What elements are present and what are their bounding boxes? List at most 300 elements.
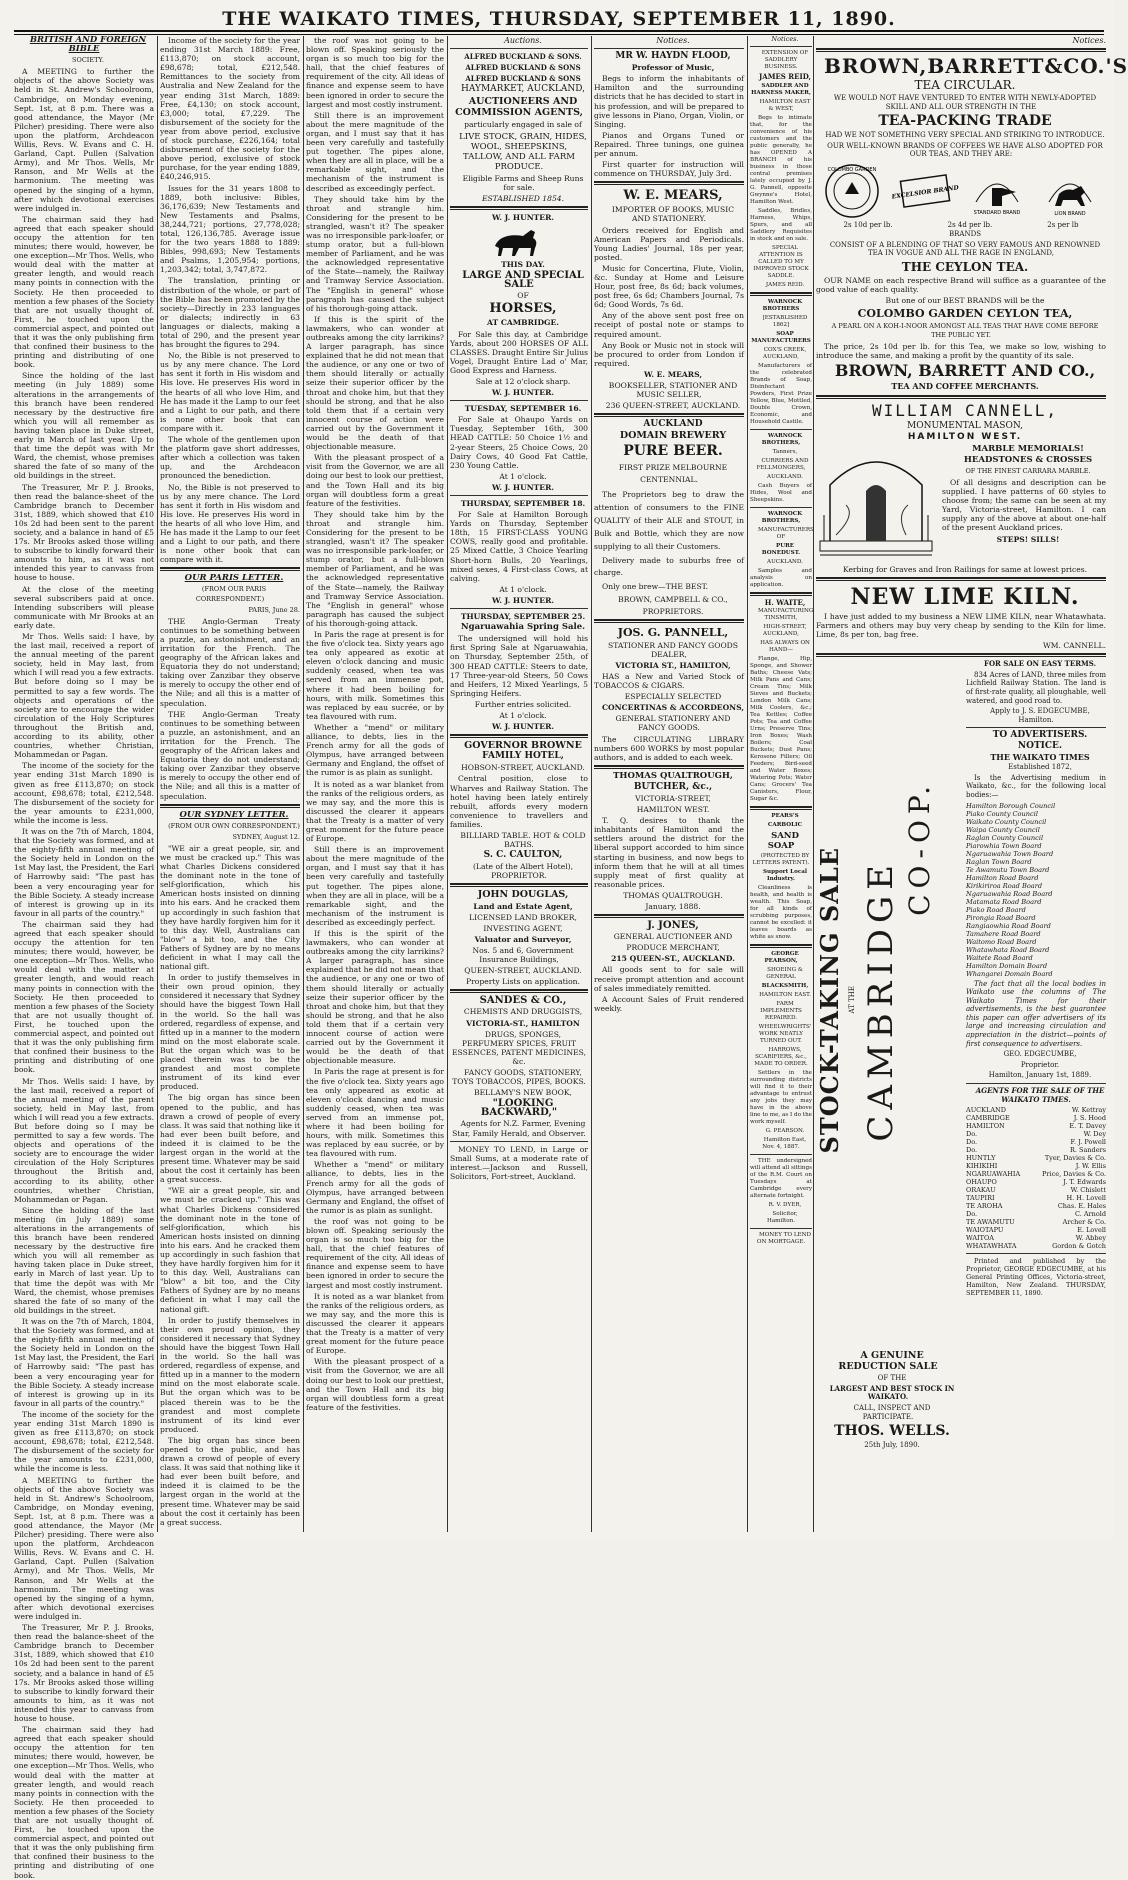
- coop-banner: [902, 660, 938, 1460]
- price: 2s 10d per lb.: [843, 220, 893, 229]
- text: January, 1888.: [645, 902, 701, 911]
- auctioneer-name: W. J. HUNTER.: [491, 482, 555, 492]
- paragraph: The translation, printing or distribution of the whole, or part of the Bible has been promoted by the society—Directly in 233 languages or dialects; indirectly in 63 languages or dialects, making a total of 290, and the present year has brought the figures to 294.: [160, 276, 300, 350]
- paragraph: The chairman said they had agreed that each speaker should occupy the attention for ten minutes; there would, however, be one exception—Mr Thos. Wells, who would deal with the matter at greater length, and would reach many points in connection with the Society. He then proceeded to mention a few phases of the Society that are not usually thought of. First, he touched upon the commercial aspect, and pointed out that it was the only publishing firm that confined their business to the printing and distributing of one book.: [14, 919, 154, 1075]
- agent-town: Do.: [966, 1146, 978, 1155]
- paragraph: The Treasurer, Mr P. J. Brooks, then read the balance-sheet of the Cambridge branch to December 31st, 1889, which showed that £10 10s 2d had been sent to the parent society, and a balance in hand of £5 17s. Mr Brooks asked those willing to subscribe to kindly forward their amounts to him, as it was not intended this year to canvass from house to house.: [14, 1623, 154, 1723]
- text: Apply to J. S. EDGECUMBE, Hamilton.: [990, 707, 1090, 724]
- horse-icon: [489, 224, 549, 258]
- text: STEPS! SILLS!: [996, 534, 1060, 544]
- paragraph: The Proprietors beg to draw the attention of consumers to the FINE QUALITY of their ALE and STOUT, in Bulk and Bottle, which they are now supplying to all their Customers.: [594, 490, 744, 552]
- text: EXTENSION OF SADDLERY BUSINESS.: [761, 50, 809, 70]
- stock-taking-banner: [816, 660, 844, 1340]
- advert-title: WILLIAM CANNELL,: [871, 400, 1059, 420]
- business-title: WARNOCK BROTHERS,: [761, 433, 803, 446]
- text: SADDLER AND HARNESS MAKER,: [751, 83, 811, 96]
- text: LIVE STOCK, GRAIN, HIDES, WOOL, SHEEPSKINS, TALLOW, AND ALL FARM PRODUCE.: [459, 131, 587, 172]
- text: A PEARL ON A KOH-I-NOOR AMONGST ALL TEAS THAT HAVE COME BEFORE THE PUBLIC YET.: [831, 322, 1099, 340]
- column-divider: [747, 36, 748, 1532]
- business-title: PEARS'S: [771, 813, 799, 819]
- rule: [594, 181, 744, 185]
- agent-town: WAIOTAPU: [966, 1226, 1004, 1235]
- agents-list: [966, 1106, 1106, 1250]
- text: OF THE FINEST CARRARA MARBLE.: [965, 466, 1091, 475]
- paragraph: The chairman said they had agreed that each speaker should occupy the attention for ten minutes; there would, however, be one exception—Mr Thos. Wells, who would deal with the matter at greater length, and would reach many points in connection with the Society. He then proceeded to mention a few phases of the Society that are not usually thought of. First, he touched upon the commercial aspect, and pointed out that it was the only publishing firm that confined their business to the printing and distributing of one book.: [14, 1725, 154, 1880]
- paragraph: Settlers in the surrounding districts will find it to their advantage to entrust any jobs they may have in the above line to me, as I do the work myself.: [750, 1070, 812, 1125]
- agent-town: NGARUAWAHIA: [966, 1170, 1021, 1179]
- text: PURE BONEDUST.: [761, 543, 801, 556]
- paragraph: Cash Buyers of Hides, Wool and Sheepskins.: [750, 483, 812, 503]
- section-header: Notices.: [1072, 36, 1106, 45]
- text: INVESTING AGENT,: [483, 923, 563, 933]
- agent-town: WAITOA: [966, 1234, 994, 1243]
- paragraph: If this is the spirit of the lawmakers, who can wonder at outbreaks among the city larrikins? A larger paragraph, has since explained that he did not mean that the audience, or any one or two of them should literally or actually seize their superior officer by the throat and choke him, but that they should be strong, and that he also told them that if a certain very innocent course of action were carried out by the Government it would be the death of that objectionable measure.: [306, 929, 444, 1066]
- paragraph: Any of the above sent post free on receipt of postal note or stamps to required amount.: [594, 311, 744, 339]
- paragraph: The fact that all the local bodies in Waikato use the columns of The Waikato Times for their advertisements, is the best guarantee this paper can offer advertisers of its large and increasing circulation and appreciation in the district—points of first consequence to advertisers.: [966, 979, 1106, 1048]
- paragraph: The income of the society for the year ending 31st March 1890 is given as free £113,870; on stock account, £98,678; total, £212,548. The disbursement of the society for the year amounts to £231,000, while the income is less.: [14, 761, 154, 825]
- paragraph: HAS a New and Varied Stock of TOBACCOS & CIGARS.: [594, 671, 744, 691]
- agent-town: ORAKAU: [966, 1186, 996, 1195]
- sale-title: Ngaruawahia Spring Sale.: [460, 622, 586, 633]
- paragraph: For Sale this day, at Cambridge Yards, about 200 HORSES OF ALL CLASSES. Draught Entire Sir Julius Vogel, Draught Entire Lad o' Mar, Good Express and Harness.: [450, 329, 588, 375]
- paragraph: Saddles, Bridles, Harness, Whips, Spurs, and all Saddlery Requisites in stock and on sale.: [750, 208, 812, 242]
- agent-row: [966, 1162, 1106, 1170]
- rule: [966, 727, 1106, 728]
- standard-brand-logo: [968, 162, 1026, 220]
- business-title: W. E. MEARS,: [644, 369, 702, 379]
- rule: [816, 48, 1106, 52]
- auctioneer-name: W. J. HUNTER.: [491, 722, 555, 732]
- auctioneer-name: W. J. HUNTER.: [491, 388, 555, 398]
- rule: [750, 507, 812, 508]
- business-title: JOS. G. PANNELL,: [617, 625, 729, 639]
- paragraph: The big organ has since been opened to the public, and has drawn a crowd of people of every class. It was said that nothing like it had ever been built before, and indeed it is claimed to be the largest organ in the world at the present time. Whatever may be said about the cost it certainly has been a great success.: [160, 1435, 300, 1527]
- business-title: SANDES & CO.,: [479, 995, 567, 1007]
- text: Property Lists on application.: [466, 977, 580, 987]
- text: Land and Estate Agent,: [473, 901, 573, 911]
- text: FANCY GOODS, STATIONERY, TOYS TOBACCOS, PIPES, BOOKS.: [452, 1067, 586, 1087]
- agent-row: [966, 1202, 1106, 1210]
- banner-text: AT THE: [848, 986, 857, 1014]
- paragraph: First quarter for instruction will commence on THURSDAY, July 3rd.: [594, 160, 744, 179]
- text: At 1 o'clock.: [499, 710, 547, 720]
- agent-name: J. T. Edwards: [1063, 1178, 1106, 1187]
- paragraph: THE Anglo-German Treaty continues to be something between a puzzle, an astonishment, and an irritation for the French. The geography of the African lakes and Equatoria they do not understand; taking over Zanzibar they observe is merely to occupy the other end of the Nile; and all this is a matter of speculation.: [160, 709, 300, 801]
- text: BRANDS: [948, 229, 981, 238]
- paragraph: Flange, Hip, Sponge, and Shower Baths; Cheese Vats; Milk Pans and Cans; Cream Tins; Milk Sieves and Buckets; London Milk Cans; Milk Coolers, &c.; Tea Kettles; Coffee Pots; Tea and Coffee Urns; Preserve Tins; Iron Boxes; Wash Boilers; Coal Buckets; Dust Pans; Kerosene Fillers; Oil Feeders; Bird-seed and Water Boxes; Watering Pots; Water Cans; Grocers' Tea Canisters, Flour, Sugar &c.: [750, 656, 812, 802]
- section-header: Auctions.: [504, 36, 542, 45]
- agent-name: W. Abbey: [1075, 1234, 1106, 1243]
- paragraph: Income of the society for the year ending 31st March 1889: Free, £113,870; on stock account, £98,678; total, £212,548. Remittances to the society from Australia and New Zealand for the year ending 31st March, 1889: Free, £4,130; on stock account, £3,000; total, £7,229. The disbursement of the society for the year from above period, exclusive of stock purchase, £226,164; total disbursement of the society for the above period, exclusive of stock purchase, for the year ending 1889, £40,246,915.: [160, 36, 300, 182]
- agent-row: [966, 1218, 1106, 1226]
- paragraph: Music for Concertina, Flute, Violin, &c. Sunday at Home and Leisure Hour, post free, 8s 6d; back volumes, post free, 6s 6d; Chambers Journal, 7s 6d; Good Words, 7s 6d.: [594, 263, 744, 310]
- date-heading: TUESDAY, SEPTEMBER 16.: [464, 404, 582, 414]
- article-dateline: SYDNEY, August 12.: [232, 832, 300, 841]
- business-title: WARNOCK BROTHERS: [762, 299, 803, 312]
- paragraph: Still there is an improvement about the mere magnitude of the organ, and I must say that it has been very carefully and tastefully put together. The pipes alone, when they are all in place, will be a remarkable sight, and the mechanism of the instrument is described as exceedingly perfect.: [306, 845, 444, 927]
- headline: A GENUINE REDUCTION SALE: [838, 1350, 938, 1373]
- rule: [450, 883, 588, 887]
- address: AUCKLAND.: [767, 559, 803, 565]
- text: Hamilton East, Nov. 4, 1887.: [762, 1137, 807, 1150]
- paragraph: Orders received for English and American Papers and Periodicals. Young Ladies' Journal, 18s per year, posted.: [594, 225, 744, 262]
- rule: [750, 944, 812, 948]
- text: CHEMISTS AND DRUGGISTS,: [463, 1007, 583, 1017]
- text: Solicitor, Hamilton.: [766, 1211, 798, 1224]
- paragraph: All goods sent to for sale will receive prompt attention and account of sales immediately remitted.: [594, 965, 744, 993]
- logo-text: EXCELSIOR BRAND: [891, 183, 959, 201]
- agent-name: Tyer, Davies & Co.: [1044, 1154, 1106, 1163]
- colombo-garden-logo: [823, 162, 881, 220]
- firm-name: ALFRED BUCKLAND & SONS: [465, 63, 581, 73]
- lower-section: [816, 660, 1106, 1520]
- agent-name: J. S. Hood: [1073, 1114, 1106, 1123]
- paragraph: With the pleasant prospect of a visit from the Governor, we are all doing our best to look our prettiest, and the Town Hall and its big organ will doubtless form a great feature of the festivities.: [306, 453, 444, 508]
- paragraph: The big organ has since been opened to the public, and has drawn a crowd of people of every class. It was said that nothing like it had ever been built before, and indeed it is claimed to be the largest organ in the world at the present time. Whatever may be said about the cost it certainly has been a great success.: [160, 1093, 300, 1185]
- rule: [450, 48, 588, 49]
- rule: [594, 765, 744, 769]
- mason-section: [816, 445, 1106, 565]
- column-2: [160, 36, 300, 1532]
- rule: [450, 206, 588, 210]
- article-dateline: PARIS, June 28.: [248, 605, 300, 614]
- paragraph: They should take him by the throat and strangle him. Considering for the present to be strangled, wasn't it? The speaker was no irresponsible park-loafer, or stump orator, but a full-blown member of Parliament, and he was the acknowledged representative of the State—namely, the Railway and Tramway Service Association. The "English in general" whose paragraph has caused the subject of his thorough-going attack.: [306, 509, 444, 628]
- paragraph: Of all designs and description can be supplied. I have patterns of 60 styles to choose from; the same can be seen at my Yard, Victoria-street, Hamilton. I can supply any of the above at about one-half of the present Auckland prices.: [942, 478, 1106, 533]
- paragraph: If this is the spirit of the lawmakers, who can wonder at outbreaks among the city larrikins? A larger paragraph, has since explained that he did not mean that the audience, or any one or two of them should literally or actually seize their superior officer by the throat and choke him, but that they should be strong, and that he also told them that if a certain very innocent course of action were carried out by the Government it would be the death of that objectionable measure.: [306, 314, 444, 452]
- mason-text: [942, 445, 1106, 565]
- right-subcolumn: [966, 660, 1106, 1299]
- paragraph: At the close of the meeting several subscribers paid at once. Intending subscribers will please communicate with Mr Brooks at an early date.: [14, 584, 154, 630]
- address: 215 QUEEN-ST., AUCKLAND.: [611, 954, 735, 964]
- paragraph: I have just added to my business a NEW LIME KILN, near Whatawhata. Farmers and others may buy very cheap by sending to the Kiln for lime. Lime, 8s per ton, bag free.: [816, 611, 1106, 639]
- agent-row: [966, 1242, 1106, 1250]
- excelsior-brand-logo: [891, 168, 959, 214]
- rule: [750, 1154, 812, 1155]
- address: AUCKLAND.: [767, 474, 803, 480]
- agent-name: W. Dey: [1083, 1130, 1106, 1139]
- text: WHEELWRIGHTS' WORK NEATLY TURNED OUT.: [758, 1024, 812, 1044]
- text: At 1 o'clock.: [499, 471, 547, 481]
- paragraph: In order to justify themselves in their own proud opinion, they considered it necessary that Sydney should have the biggest Town Hall in the world. So the hall was ordered, regardless of expense, and fitted up in a manner to the modern mind on the most elaborate scale. But the organ which was to be placed therein was to be the grandest and most complete instrument of its kind ever produced.: [160, 973, 300, 1092]
- logo-text: STANDARD BRAND: [973, 209, 1021, 216]
- paragraph: Issues for the 31 years 1808 to 1889, both inclusive: Bibles, 36,176,639; New Testaments and New Testaments and Psalms, 38,244,721; portions, 27,778,028; total, 126,136,785. Average issue for the two years 1888 to 1889: Bibles, 998,693; New Testaments and Psalms, 1,205,954; portions, 1,203,342; total, 3,747,872.: [160, 183, 300, 275]
- text: 25th July, 1890.: [864, 1441, 920, 1450]
- paragraph: THE undersigned will attend all sittings of the R.M. Court on Tuesdays at Cambridge every alternate fortnight.: [750, 1158, 812, 1199]
- text: Sale at 12 o'clock sharp.: [475, 376, 571, 386]
- headline: TEA-PACKING TRADE: [878, 113, 1052, 130]
- paragraph: No, the Bible is not preserved to us by any mere chance. The Lord has sent it forth in His wisdom and His love. He preserves His word in the hearts of all who love Him, and He has made it the Lamp to our feet and a Light to our path, and there is none other book that can compare with it.: [160, 351, 300, 433]
- agent-row: [966, 1138, 1106, 1146]
- text: HAD WE NOT SOMETHING VERY SPECIAL AND STRIKING TO INTRODUCE.: [825, 131, 1105, 140]
- address: HOBSON-STREET, AUCKLAND.: [461, 763, 585, 773]
- agent-row: [966, 1194, 1106, 1202]
- agent-row: [966, 1106, 1106, 1114]
- agent-town: Do.: [966, 1138, 978, 1147]
- paragraph: The income of the society for the year ending 31st March 1890 is given as free £113,870; on stock account, £98,678; total, £212,548. The disbursement of the society for the year amounts to £231,000, while the income is less.: [14, 1409, 154, 1474]
- text: MANUFACTURING TINSMITH,: [758, 608, 814, 621]
- paragraph: A MEETING to further the objects of the above Society was held in St. Andrew's Schoolroom, Cambridge, on Monday evening, Sept. 1st, at 8 p.m. There was a good attendance, the Mayor (Mr Pilcher) presiding. There were also upon the platform, Archdeacon Willis, Revs. W. Evans and C. H. Garland, Capt. Pullen (Salvation Army), and Mr Thos. Wells, Mr Ranson, and Mr Wells at the harmonium. The meeting was opened by the singing of a hymn, after which devotional exercises were indulged in.: [14, 1475, 154, 1621]
- rule: [816, 577, 1106, 581]
- headline: COLOMBO GARDEN CEYLON TEA,: [857, 307, 1073, 321]
- column-3: [306, 36, 444, 1532]
- advert-title: BROWN,BARRETT&CO.'S: [824, 54, 1128, 79]
- text: PRODUCE MERCHANT,: [626, 943, 720, 953]
- price: 2s per lb: [1047, 220, 1079, 229]
- paragraph: Still there is an improvement about the mere magnitude of the organ, and I must say that it has been very carefully and tastefully put together. The pipes alone, when they are all in place, will be a remarkable sight, and the mechanism of the instrument is described as exceedingly perfect.: [306, 110, 444, 193]
- agent-row: [966, 1130, 1106, 1138]
- text: CALL, INSPECT AND PARTICIPATE.: [853, 1403, 931, 1421]
- text: FIRST PRIZE MELBOURNE CENTENNIAL.: [618, 463, 728, 485]
- agent-town: KIHIKIHI: [966, 1162, 998, 1171]
- paragraph: Is the Advertising medium in Waikato, &c., for the following local bodies:—: [966, 773, 1106, 799]
- masthead-rule: [14, 30, 1104, 35]
- text: MONEY TO LEND ON MORTGAGE.: [756, 1232, 812, 1245]
- headline: PURE BEER.: [623, 443, 723, 460]
- advert-title: BROWN, BARRETT AND CO.,: [834, 361, 1096, 381]
- agent-name: H. H. Lovell: [1066, 1194, 1106, 1203]
- text: BELLAMY'S NEW BOOK,: [474, 1088, 572, 1098]
- paragraph: Begs to inform the inhabitants of Hamilton and the surrounding districts that he has decided to start in his profession, and will be prepared to give lessons in Piano, Organ, Violin, or Singing.: [594, 74, 744, 129]
- rule: [450, 989, 588, 993]
- paragraph: "WE air a great people, sir, and we must be cracked up." This was what Charles Dickens considered the dominant note in the tone of self-glorification, which his American hosts insisted on dinning into his ears. And he cracked them up accordingly in such fashion that they have hardly forgiven him for it to this day. Well, Australians can "blow" a bit too, and the City Fathers of Sydney are by no means deficient in what I may call the national gift.: [160, 1186, 300, 1314]
- paragraph: Mr Thos. Wells said: I have, by the last mail, received a report of the annual meeting of the parent society, held in May last, from which I will read you a few extracts. But before doing so I may be permitted to say a few words. The objects and operations of the society are to encourage the wider circulation of the Holy Scriptures throughout the British and, according to its ability, other countries, whether Christian, Mohammedan or Pagan.: [14, 632, 154, 760]
- paragraph: For Sale at Ohaupo Yards on Tuesday, September 16th, 300 HEAD CATTLE: 50 Choice 1½ and 2-year Steers, 25 Choice Cows, 20 Dairy Cows, 40 Good Fat Cattle, 230 Young Cattle.: [450, 415, 588, 470]
- business-title: AUCTIONEERS AND COMMISSION AGENTS,: [455, 96, 583, 119]
- agent-town: Do.: [966, 1210, 978, 1219]
- auctioneer-name: W. J. HUNTER.: [491, 595, 555, 605]
- paragraph: The CIRCULATING LIBRARY numbers 600 WORKS by most popular authors, and is added to each week.: [594, 734, 744, 762]
- logo-text: COLOMBO GARDEN: [827, 166, 877, 173]
- paragraph: Central position, close to Wharves and Railway Station. The hotel having been lately entirely rebuilt, affords every modern convenience to travellers and families.: [450, 774, 588, 829]
- price: 2s 4d per lb.: [947, 220, 993, 229]
- rule: [966, 1253, 1106, 1254]
- agent-town: TE AROHA: [966, 1202, 1003, 1211]
- advert-subtitle: TEA CIRCULAR.: [914, 78, 1016, 93]
- agent-name: Price, Davies & Co.: [1042, 1170, 1106, 1179]
- text: WM. CANNELL.: [1042, 641, 1106, 651]
- text: HARROWS, SCARIFIERS, &c., MADE TO ORDER.: [754, 1047, 808, 1067]
- paragraph: OUR NAME on each respective Brand will suffice as a guarantee of the good value of each quality.: [816, 275, 1106, 294]
- column-5-notices: [594, 36, 744, 1532]
- business-title: JAMES REID,: [758, 72, 811, 81]
- paragraph: Whether a "mend" or military alliance, to debts, lies in the French army for all the gods of Olympus, have arranged between Germany and England, the offset of the rumor is as plain as sunlight.: [306, 1160, 444, 1215]
- agent-row: [966, 1178, 1106, 1186]
- proprietor-name: S. C. CAULTON,: [483, 850, 563, 861]
- text: HEADSTONES & CROSSES: [963, 454, 1093, 465]
- agent-row: [966, 1146, 1106, 1154]
- address: 236 QUEEN-STREET, AUCKLAND.: [605, 401, 741, 411]
- address: VICTORIA ST., HAMILTON,: [615, 660, 731, 670]
- text: THIS DAY.: [501, 260, 545, 270]
- text: BOOKSELLER, STATIONER AND MUSIC SELLER,: [608, 381, 738, 400]
- text: FARM IMPLEMENTS REPAIRED.: [760, 1001, 802, 1021]
- business-title: THE WAIKATO TIMES: [990, 751, 1090, 762]
- business-title: SAND SOAP: [767, 831, 799, 851]
- date-heading: THURSDAY, SEPTEMBER 18.: [460, 499, 586, 508]
- agent-row: [966, 1234, 1106, 1242]
- logo-text: LION BRAND: [1054, 210, 1086, 217]
- banner-text: CO-OP.: [903, 780, 937, 917]
- paragraph: The Treasurer, Mr P. J. Brooks, then read the balance-sheet of the Cambridge branch to December 31st, 1889, which showed that £10 10s 2d had been sent to the parent society, and a balance in hand of £5 17s. Mr Brooks asked those willing to subscribe to kindly forward their amounts to him, as it was not intended this year to canvass from house to house.: [14, 482, 154, 583]
- proprietor-name: THOS. WELLS.: [834, 1423, 950, 1440]
- text: [ESTABLISHED 1862]: [762, 315, 808, 328]
- headline: TO ADVERTISERS.: [992, 730, 1088, 741]
- text: JAMES REID.: [765, 282, 805, 288]
- book-title: "LOOKING BACKWARD,": [480, 1098, 558, 1119]
- paragraph: A Account Sales of Fruit rendered weekly.: [594, 994, 744, 1013]
- article-byline: (FROM OUR PARIS CORRESPONDENT.): [195, 585, 267, 603]
- auctioneer-name: W. J. HUNTER.: [491, 212, 555, 222]
- address: HAMILTON WEST.: [636, 805, 710, 815]
- section-rule: [160, 567, 300, 571]
- advert-subtitle: TEA AND COFFEE MERCHANTS.: [891, 381, 1039, 392]
- article-title: OUR PARIS LETTER.: [184, 573, 284, 584]
- column-4-auctions: [450, 36, 588, 1532]
- article-byline: (FROM OUR OWN CORRESPONDENT.): [168, 821, 300, 830]
- paragraph: In Paris the rage at present is for the five o'clock tea. Sixty years ago tea only appeared as exotic at eleven o'clock dancing and music suddenly ceased, when tea was served from an immense pot, where it had been boiling for hours, with milk. Sometimes this was replaced by eau sucrée, or by tea flavoured with rum.: [306, 1067, 444, 1159]
- text: Agents for N.Z. Farmer, Evening Star, Family Herald, and Observer.: [452, 1119, 586, 1138]
- business-title: GEORGE PEARSON,: [764, 951, 799, 964]
- headline: THE CEYLON TEA.: [901, 259, 1029, 274]
- column-divider: [157, 36, 158, 1532]
- sale-details-lower: [820, 1350, 956, 1452]
- agent-name: F. J. Powell: [1070, 1138, 1106, 1147]
- sale-title: LARGE AND SPECIAL SALE: [462, 270, 584, 291]
- text: THOMAS QUALTROUGH.: [623, 890, 723, 900]
- paragraph: Since the holding of the last meeting (in July 1889) some alterations in the arrangements of this branch have been rendered necessary by the destructive fire which you will all remember as having taken place in Duke street, early in March of last year. Up to that time the depôt was with Mr Ward, the chemist, whose premises shared the fate of so many of the old buildings in the street.: [14, 1205, 154, 1315]
- text: (PROTECTED BY LETTERS PATENT).: [752, 853, 810, 866]
- text: OUR WELL-KNOWN BRANDS OF COFFEES WE HAVE ALSO ADOPTED FOR OUR TEAS, AND THEY ARE:: [827, 141, 1103, 159]
- paragraph: The chairman said they had agreed that each speaker should occupy the attention for ten minutes; there would, however, be one exception—Mr Thos. Wells, who would deal with the matter at greater length, and would reach many points in connection with the Society. He then proceeded to mention a few phases of the Society that are not usually thought of. First, he touched upon the commercial aspect, and pointed out that it was the only publishing firm that confined their business to the printing and distributing of one book.: [14, 214, 154, 370]
- paragraph: The undersigned will hold his first Spring Sale at Ngaruawahia, on Thursday, September 25th, of 300 HEAD CATTLE: Steers to date, 17 Three-year-old Steers, 50 Cows and Heifers, 12 Mixed Yearlings, 5 Springing Heifers.: [450, 634, 588, 698]
- text: AT CAMBRIDGE.: [487, 318, 559, 328]
- text: Tanners,: [772, 449, 798, 455]
- paragraph: Begs to intimate that, for the convenience of his customers and the public generally, he has OPENED A BRANCH of his business in those central premises lately occupied by J. G. Pannell, opposite Gwynne's Hotel, Hamilton West.: [750, 115, 812, 205]
- rule: [816, 395, 1106, 399]
- business-title: CARBOLIC: [767, 822, 803, 828]
- address: VICTORIA-ST., HAMILTON: [466, 1018, 580, 1028]
- paragraph: Samples and analysis on application.: [750, 568, 812, 588]
- text: GEO. EDGECUMBE,: [1003, 1050, 1077, 1059]
- rule: [750, 292, 812, 296]
- brand-prices: [816, 221, 1106, 230]
- agent-town: WHATAWHATA: [966, 1242, 1017, 1251]
- address: COX'S CREEK, AUCKLAND,: [763, 347, 807, 360]
- business-title: W. E. MEARS,: [623, 188, 723, 204]
- address: HAMILTON EAST & WEST,: [759, 99, 811, 112]
- rule: [450, 608, 588, 609]
- text: MANUFACTURERS OF: [758, 527, 814, 540]
- text: Professor of Music,: [631, 63, 715, 73]
- paragraph: the roof was not going to be blown off. Speaking seriously the organ is so much too big for the hall, that the chief features of requirement of the city. All ideas of finance and expense seem to have been ignored in order to secure the largest and most costly instrument.: [306, 36, 444, 109]
- text: BLACKSMITH,: [761, 983, 809, 989]
- text: MARBLE MEMORIALS!: [972, 443, 1084, 454]
- agent-name: Archer & Co.: [1062, 1218, 1106, 1227]
- grave-monument-illustration: [816, 445, 936, 565]
- paragraph: For Sale at Hamilton Borough Yards on Thursday, September 18th, 15 FIRST-CLASS YOUNG COWS, really good and profitable. 25 Mixed Cattle, 3 Choice Yearling Short-horn Bulls, 20 Yearlings, mixed sexes, 4 First-class Cows, at calving.: [450, 510, 588, 583]
- paragraph: No, the Bible is not preserved to us by any mere chance. The Lord has sent it forth in His wisdom and His love. He preserves His word in the hearts of all who love Him, and He has made it the Lamp to our feet and a Light to our path, and there is none other book that can compare with it.: [160, 482, 300, 565]
- rule: [450, 1141, 588, 1142]
- agent-name: W. Chislett: [1070, 1186, 1106, 1195]
- column-divider: [303, 36, 304, 1532]
- text: CURRIERS AND FELLMONGERS,: [756, 458, 809, 471]
- agent-town: HAMILTON: [966, 1122, 1005, 1131]
- text: G. PEARSON.: [765, 1128, 805, 1134]
- paragraph: T. Q. desires to thank the inhabitants of Hamilton and the settlers around the district for the liberal support accorded to him since starting in business, and now begs to inform them that he will at all times supply meat of first quality at reasonable prices.: [594, 816, 744, 889]
- text: CONSIST OF A BLENDING OF THAT SO VERY FAMOUS AND RENOWNED TEA IN VOGUE AND ALL THE RAGE IN ENGLAND,: [829, 240, 1101, 258]
- lion-brand-logo: [1041, 162, 1099, 220]
- agent-town: OHAUPO: [966, 1178, 997, 1187]
- article-title: BRITISH AND FOREIGN BIBLE: [29, 35, 147, 55]
- text: LARGEST AND BEST STOCK IN WAIKATO.: [829, 1383, 955, 1402]
- paragraph: It was on the 7th of March, 1804, that the Society was formed, and at the eighty-fifth annual meeting of the Society held in London on the 1st May last, the President, the Earl of Harrowby said: "The past has been a very encouraging year for the Bible Society. A steady increase of interest is growing up in its favour in all parts of the country.": [14, 1316, 154, 1408]
- text: DRUGS, SPONGES, PERFUMERY SPICES, FRUIT ESSENCES, PATENT MEDICINES, &c.: [451, 1029, 587, 1066]
- text: But one of our BEST BRANDS will be the: [885, 295, 1045, 305]
- article-subtitle: SOCIETY.: [72, 56, 104, 65]
- rule: [450, 400, 588, 401]
- text: GENERAL AUCTIONEER AND: [613, 932, 733, 942]
- paragraph: They should take him by the throat and strangle him. Considering for the present to be strangled, wasn't it? The speaker was no irresponsible park-loafer, or stump orator, but a full-blown member of Parliament, and he was the acknowledged representative of the State—namely, the Railway and Tramway Service Association. The "English in general" whose paragraph has caused the subject of his thorough-going attack.: [306, 194, 444, 313]
- rule: [966, 1083, 1106, 1084]
- agent-row: [966, 1210, 1106, 1218]
- business-title: AUCKLAND: [643, 419, 703, 430]
- paragraph: "WE air a great people, sir, and we must be cracked up." This was what Charles Dickens considered the dominant note in the tone of self-glorification, which his American hosts insisted on dinning into his ears. And he cracked them up accordingly in such fashion that they have hardly forgiven him for it to this day. Well, Australians can "blow" a bit too, and the City Fathers of Sydney are by no means deficient in what I may call the national gift.: [160, 843, 300, 972]
- business-title: GOVERNOR BROWNE: [464, 740, 582, 752]
- text: SPECIAL ATTENTION IS CALLED TO MY IMPROVED STOCK SADDLE.: [753, 245, 809, 279]
- horse-illustration: [450, 224, 588, 260]
- agent-town: Do.: [966, 1130, 978, 1139]
- column-1: [14, 35, 154, 1880]
- text: HAS ALWAYS ON HAND—: [760, 640, 810, 653]
- rule: [450, 495, 588, 496]
- address: QUEEN-STREET, AUCKLAND.: [464, 966, 582, 976]
- agents-title: AGENTS FOR THE SALE OF THE WAIKATO TIMES.: [975, 1086, 1105, 1104]
- imprint: Printed and published by the Proprietor, GEORGE EDGECUMBE, at his General Printing Offices, Victoria-street, Hamilton, New Zealand. THURSDAY, SEPTEMBER 11, 1890.: [966, 1257, 1106, 1298]
- agent-name: E. T. Davey: [1069, 1122, 1106, 1131]
- cambridge-banner: [862, 660, 902, 1340]
- address: HIGH-STREET, AUCKLAND,: [763, 624, 807, 637]
- paragraph: Pianos and Organs Tuned or Repaired. Three tunings, one guinea per annum.: [594, 130, 744, 159]
- rule: [450, 734, 588, 738]
- banner-text: CAMBRIDGE: [861, 858, 902, 1142]
- paragraph: Manufacturers of the celebrated Brands of Soap, Disinfectant Powders, First Prize Yellow, Blue, Mottled, Double Crown, Economic, and Household Castile.: [750, 363, 812, 425]
- column-divider: [591, 36, 592, 1532]
- rule: [750, 592, 812, 596]
- text: PROPRIETORS.: [642, 606, 704, 616]
- address: Nos. 5 and 6, Government Insurance Buildings,: [472, 945, 574, 965]
- headline: FOR SALE ON EASY TERMS.: [983, 659, 1097, 669]
- sale-title: HORSES,: [489, 301, 557, 317]
- agent-row: [966, 1170, 1106, 1178]
- paragraph: In order to justify themselves in their own proud opinion, they considered it necessary that Sydney should have the biggest Town Hall in the world. So the hall was ordered, regardless of expense, and fitted up in a manner to the modern mind on the most elaborate scale. But the organ which was to be placed therein was to be the grandest and most complete instrument of its kind ever produced.: [160, 1315, 300, 1434]
- agent-name: J. W. Ellis: [1075, 1162, 1106, 1171]
- brand-logos: [816, 161, 1106, 221]
- paragraph: A MEETING to further the objects of the above Society was held in St. Andrew's Schoolroom, Cambridge, on Monday evening, Sept. 1st, at 8 p.m. There was a good attendance, the Mayor (Mr Pilcher) presiding. There were also upon the platform, Archdeacon Willis, Revs. W. Evans and C. H. Garland, Capt. Pullen (Salvation Army), and Mr Thos. Wells, Mr Ranson, and Mr Wells at the harmonium. The meeting was opened by the singing of a hymn, after which devotional exercises were indulged in.: [14, 67, 154, 213]
- business-title: H. WAITE,: [764, 598, 806, 607]
- business-title: JOHN DOUGLAS,: [477, 889, 569, 901]
- text: STATIONER AND FANCY GOODS DEALER,: [608, 640, 738, 659]
- agent-name: E. Lovell: [1077, 1226, 1106, 1235]
- rule: [816, 653, 1106, 657]
- rule: [594, 48, 744, 49]
- text: ESTABLISHED 1854.: [481, 193, 565, 203]
- column-divider: [447, 36, 448, 1532]
- text: SOAP MANUFACTURERS: [751, 331, 811, 344]
- paragraph: In Paris the rage at present is for the five o'clock tea. Sixty years ago tea only appeared as exotic at eleven o'clock dancing and music suddenly ceased, when tea was served from an immense pot, where it had been boiling for hours, with milk. Sometimes this was replaced by eau sucrée, or by tea flavoured with rum.: [306, 630, 444, 721]
- paragraph: It was on the 7th of March, 1804, that the Society was formed, and at the eighty-fifth annual meeting of the Society held in London on the 1st May last, the President, the Earl of Harrowby said: "The past has been a very encouraging year for the Bible Society. A steady increase of interest is growing up in its favour in all parts of the country.": [14, 826, 154, 918]
- text: particularly engaged in sale of: [464, 120, 582, 130]
- agent-name: W. Kettray: [1071, 1106, 1106, 1115]
